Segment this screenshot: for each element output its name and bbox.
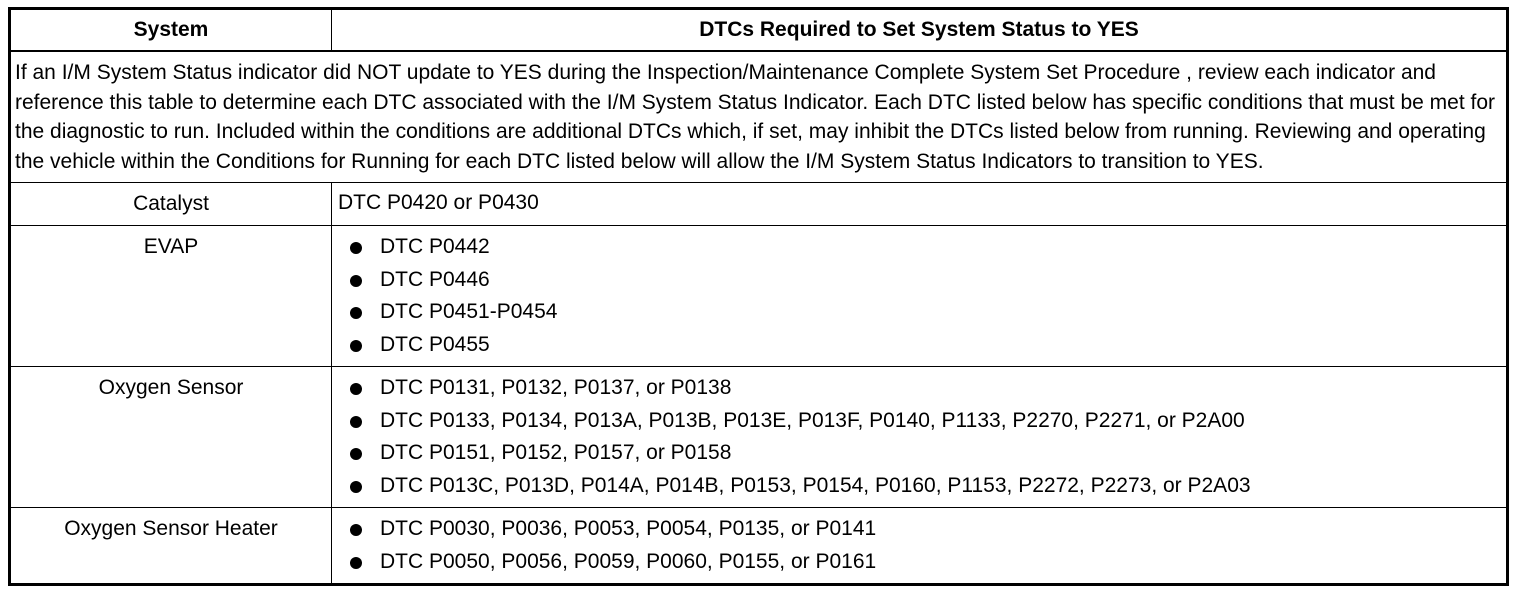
- dtc-item-text: DTC P013C, P013D, P014A, P014B, P0153, P0154, P0160, P1153, P2272, P2273, or P2A03: [380, 473, 1251, 497]
- list-item: [338, 405, 1500, 438]
- dtc-list: [338, 231, 1500, 361]
- list-item: [338, 264, 1500, 297]
- bullet-icon: [350, 557, 362, 569]
- dtc-list: [338, 372, 1500, 502]
- bullet-icon: [350, 383, 362, 395]
- dtc-system-status-table: [8, 7, 1509, 586]
- table-row-oxygen-sensor: [10, 367, 1508, 508]
- dtc-item-text: DTC P0030, P0036, P0053, P0054, P0135, or P0141: [380, 517, 877, 540]
- system-name: Catalyst: [10, 183, 332, 226]
- dtc-cell: [332, 508, 1508, 585]
- bullet-icon: [350, 448, 362, 460]
- dtc-item-text: DTC P0446: [380, 267, 490, 291]
- list-item: [338, 546, 1500, 579]
- bullet-icon: [350, 307, 362, 319]
- dtc-item-text: DTC P0151, P0152, P0157, or P0158: [380, 441, 732, 464]
- dtc-list: [338, 513, 1500, 578]
- dtc-item-text: DTC P0451-P0454: [380, 300, 558, 323]
- list-item: [338, 296, 1500, 329]
- list-item: [338, 513, 1500, 546]
- table-row-oxygen-sensor-heater: [10, 508, 1508, 585]
- dtc-item-text: DTC P0133, P0134, P013A, P013B, P013E, P013F, P0140, P1133, P2270, P2271, or P2A00: [380, 408, 1245, 432]
- bullet-icon: [350, 481, 362, 493]
- table-row-catalyst: [10, 183, 1508, 226]
- list-item: [338, 372, 1500, 405]
- bullet-icon: [350, 340, 362, 352]
- dtc-cell: [332, 367, 1508, 508]
- intro-row: [10, 51, 1508, 183]
- dtc-item-text: DTC P0050, P0056, P0059, P0060, P0155, or P0161: [380, 549, 877, 573]
- dtc-cell: [332, 183, 1508, 226]
- system-name: EVAP: [10, 226, 332, 367]
- table-header-row: [10, 9, 1508, 52]
- dtc-item-text: DTC P0131, P0132, P0137, or P0138: [380, 376, 732, 399]
- dtc-cell: [332, 226, 1508, 367]
- dtc-item-text: DTC P0442: [380, 235, 490, 258]
- list-item: [338, 231, 1500, 264]
- dtc-table-container: [8, 7, 1506, 586]
- system-name: Oxygen Sensor: [10, 367, 332, 508]
- bullet-icon: [350, 416, 362, 428]
- intro-text: If an I/M System Status indicator did NOT update to YES during the Inspection/Maintenance Complete System Set Procedure , review each indicator and reference this table to determine each DTC associated with the I/M System Status Indicator. Each DTC listed below has specific conditions that must be met for the diagnostic to run. Included within the conditions are additional DTCs which, if set, may inhibit the DTCs listed below from running. Reviewing and operating the vehicle within the Conditions for Running for each DTC listed below will allow the I/M System Status Indicators to transition to YES.: [10, 51, 1508, 183]
- header-system: System: [10, 9, 332, 52]
- list-item: [338, 437, 1500, 470]
- dtc-text: DTC P0420 or P0430: [338, 191, 539, 214]
- bullet-icon: [350, 524, 362, 536]
- list-item: [338, 470, 1500, 503]
- list-item: [338, 329, 1500, 362]
- table-row-evap: [10, 226, 1508, 367]
- system-name: Oxygen Sensor Heater: [10, 508, 332, 585]
- header-dtcs: DTCs Required to Set System Status to YES: [332, 9, 1508, 52]
- bullet-icon: [350, 242, 362, 254]
- dtc-item-text: DTC P0455: [380, 332, 490, 356]
- bullet-icon: [350, 275, 362, 287]
